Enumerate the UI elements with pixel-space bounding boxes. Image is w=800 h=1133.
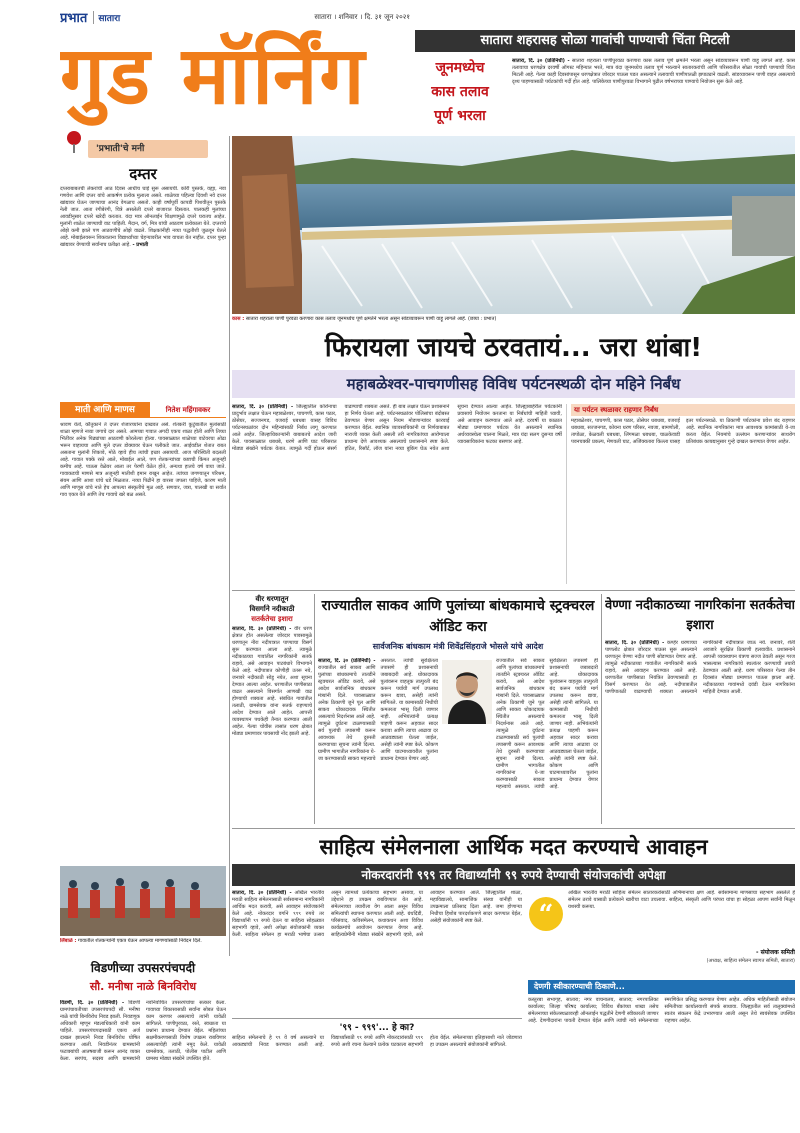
tourism-subhead: महाबळेश्वर-पाचगणीसह विविध पर्यटनस्थळी दोन महिने निर्बंध [232, 370, 795, 398]
quote-name: - संयोजक समिती [756, 949, 795, 956]
lightning-story [232, 594, 312, 824]
tourism-body [232, 404, 562, 584]
bridges-text: राज्यातील सर्व साकव आणि पुलांच्या बांधकामाचे तातडीने स्ट्रक्चरल ऑडिट करावे, असे आदेश सार्वजनिक बांधकाम मंत्र्यांनी दिले. पावसाळ्यात अनेक ठिकाणी जुने पूल आणि साकव धोकादायक स्थितीत असल्याचे निदर्शनास आले आहे. त्यामुळे दुर्घटना टाळण्यासाठी सर्व पुलांची तपासणी करून आवश्यक तेथे दुरुस्ती करण्याच्या सूचना त्यांनी दिल्या. ग्रामीण भागातील नागरिकांना ये-जा करण्यासाठी साकव महत्त्वाचे असतात. त्यांची सुरक्षितता तपासणे ही प्रशासनाची जबाबदारी आहे. धोकादायक पुलांवरून वाहतूक तात्पुरती बंद करून पर्यायी मार्ग उपलब्ध करून द्यावा, असेही त्यांनी सांगितले. या कामासाठी निधीची कमतरता भासू दिली जाणार नाही. अभियंत्यांनी प्रत्यक्ष पाहणी करून अहवाल सादर करावा आणि त्याचा आढावा दर आठवड्याला घेतला जाईल, असेही त्यांनी स्पष्ट केले. कोकण आणि घाटमाथ्यावरील पुलांना प्राधान्य देण्यात येणार आहे. [318, 658, 438, 762]
quote-role: (अध्यक्ष, साहित्य संमेलन स्वागत समिती, सातारा) [706, 958, 795, 964]
lightning-body [232, 626, 312, 822]
column-body: श्रावण येतो, कौतुकाने ते दप्तर शेजारच्यांना दाखवत असे. शेतकरी कुटुंबातील मुलांसाठी शाळा म्हणजे नव्या जगाचे दार असते. आमच्या गावात अगदी एकच शाळा होती आणि तिच्या भिंतींवर अनेक पिढ्यांच्या आठवणी कोरलेल्या होत्या. पावसाळ्यात शाळेच्या वाटेवरचा ओढा भरून वाहायचा आणि मुले दप्तर डोक्यावर घेऊन पलीकडे जात. आईवडील शेतात राबत असताना मुलांनी शिकावे, मोठे व्हावे हीच त्यांची इच्छा असायची. आज परिस्थिती बदलली आहे. गावात पक्के रस्ते आले, मोबाईल आले, पण शेतकऱ्यांच्या कष्टाची किंमत अजूनही कमीच आहे. पाऊस वेळेवर आला तर पेरणी वेळेत होते, अन्यथा हातचे वर्ष वाया जाते. गावाकडची माणसे मात्र अजूनही मातीशी इमान राखून आहेत. त्यांच्या जगण्यातून परिश्रम, संयम आणि आशा यांचे धडे मिळतात. नव्या पिढीने हा वारसा जपला पाहिजे, कारण माती आणि माणूस यांचे नाते हेच आपल्या संस्कृतीचे मूळ आहे. सणवार, जत्रा, पालखी या सर्वांत गाव एकत्र येते आणि तेच गावाचे खरे बळ असते. [60, 422, 226, 498]
column-caption-label: लिंबाळे : [60, 938, 77, 944]
divider-sahitya-top [232, 828, 795, 829]
quote-body: अखिल भारतीय मराठी साहित्य संमेलन सातारकरांसाठी अभिमानाचा क्षण आहे. सर्वसामान्य माणसाचा सहभाग असलेले हे संमेलन ठरावे यासाठी प्रत्येकाने खारीचा वाटा उचलावा. साहित्य, संस्कृती आणि परंपरा यांचा हा सोहळा आपण सर्वांनी मिळून यशस्वी करूया. [568, 890, 795, 910]
lightning-headline-2: विसर्गाने नदीकाठी [249, 605, 295, 613]
masthead-title: गुड मॉर्निंग [60, 29, 367, 122]
sahitya-dateline: सातारा, दि. ३० (प्रतिनिधी) - [232, 890, 292, 896]
kicker-line-1: जूनमध्येच [435, 60, 485, 76]
lightning-headline-1: वीर धरणातून [255, 595, 289, 603]
donation-title: देणगी स्वीकारण्याची ठिकाणे... [528, 980, 795, 994]
brand-strip [60, 10, 410, 24]
sidebar-body [60, 186, 226, 382]
lead-photo [232, 136, 795, 314]
dateline: सातारा । शनिवार । दि. ३१ जून २०२१ [314, 12, 410, 21]
sahitya-quote [528, 890, 795, 976]
sidebar-heading: दम्तर [129, 165, 157, 183]
lead-headline: सातारा शहरासह सोळा गावांची पाण्याची चिंता मिटली [415, 30, 795, 52]
sidebar-text: दप्तराबाबतची लेकरांची आठ दिवस आधीच घाई सुरू असायची. कोरी पुस्तके, वह्या, नवा गणवेश आणि दप्तर यांचे आकर्षण प्रत्येक मुलाला असते. शाळेच्या पहिल्या दिवशी नवे दप्तर खांद्यावर घेऊन जाण्याचा आनंद वेगळाच असतो. काही वर्षांपूर्वी कापडी पिशवीतून पुस्तके नेली जात. आता रंगीबेरंगी, चित्रे असलेली दप्तरे बाजारात दिसतात. पालकही मुलांच्या आवडीनुसार दप्तरे खरेदी करतात. यंदा मात्र ऑनलाईन शिक्षणामुळे दप्तरे घरातच आहेत. मुलांनी शाळेत जाण्याची वाट पाहिली. मैदान, वर्ग, मित्र यांची आठवण प्रत्येकाला येते. दप्तराचे ओझे कमी झाले पण आठवणींचे ओझे वाढले. शिक्षकांनीही नव्या पद्धतीशी जुळवून घेतले आहे. मोबाईलवरून शिकवताना विद्यार्थ्यांच्या चेहऱ्यावरील भाव वाचता येत नाहीत. दप्तर पुन्हा खांद्यावर येण्याची सर्वांनाच प्रतीक्षा आहे. [60, 186, 226, 248]
tourism-text: जिल्ह्यातील कोरोनाचा प्रादुर्भाव लक्षात घेऊन महाबळेश्वर, पाचगणी, कास पठार, ठोसेघर, सज्जनगड, वजराई धबधबा यासह विविध पर्यटनस्थळांवर दोन महिन्यांसाठी निर्बंध लागू करण्यात आले आहेत. जिल्हाधिकाऱ्यांनी याबाबतचे आदेश जारी केले. पावसाळ्यात धबधबे, धरणे आणि घाट परिसरात मोठ्या संख्येने पर्यटक येतात. त्यामुळे गर्दी होऊन संसर्ग वाढण्याची शक्यता असते. ही बाब लक्षात घेऊन प्रशासनाने हा निर्णय घेतला आहे. पर्यटनस्थळांवर पोलिसांचा बंदोबस्त ठेवण्यात येणार असून नियम मोडणाऱ्यांवर कारवाई करण्यात येईल. स्थानिक व्यावसायिकांनी या निर्णयाबाबत नाराजी व्यक्त केली असली तरी नागरिकांच्या आरोग्याला प्राधान्य देणे आवश्यक असल्याचे प्रशासनाने स्पष्ट केले. हॉटेल, रिसॉर्ट, लॉज यांना नव्या बुकिंग घेऊ नयेत अशा सूचना देण्यात आल्या आहेत. जिल्ह्याबाहेरील पर्यटकांनी प्रवासाचे नियोजन करताना या निर्बंधांची माहिती घ्यावी, असे आवाहन करण्यात आले आहे. दरवर्षी या काळात मोठ्या प्रमाणावर पर्यटक येत असल्याने स्थानिक अर्थव्यवस्थेला चालना मिळते, मात्र यंदा सलग दुसऱ्या वर्षी व्यावसायिकांना फटका बसणार आहे. [232, 404, 562, 452]
column-photo-caption [60, 938, 226, 954]
bridges-body-right: राज्यातील सर्व साकव आणि पुलांच्या बांधकामाचे तातडीने स्ट्रक्चरल ऑडिट करावे, असे आदेश सार्वजनिक बांधकाम मंत्र्यांनी दिले. पावसाळ्यात अनेक ठिकाणी जुने पूल आणि साकव धोकादायक स्थितीत असल्याचे निदर्शनास आले आहे. त्यामुळे दुर्घटना टाळण्यासाठी सर्व पुलांची तपासणी करून आवश्यक तेथे दुरुस्ती करण्याच्या सूचना त्यांनी दिल्या. ग्रामीण भागातील नागरिकांना ये-जा करण्यासाठी साकव महत्त्वाचे असतात. त्यांची सुरक्षितता तपासणे ही प्रशासनाची जबाबदारी आहे. धोकादायक पुलांवरून वाहतूक तात्पुरती बंद करून पर्यायी मार्ग उपलब्ध करून द्यावा, असेही त्यांनी सांगितले. या कामासाठी निधीची कमतरता भासू दिली जाणार नाही. अभियंत्यांनी प्रत्यक्ष पाहणी करून अहवाल सादर करावा आणि त्याचा आढावा दर आठवड्याला घेतला जाईल, असेही त्यांनी स्पष्ट केले. कोकण आणि घाटमाथ्यावरील पुलांना प्राधान्य देण्यात येणार आहे. [496, 658, 598, 790]
sidebar-section-label: 'प्रभाती'चे मनी [88, 140, 208, 158]
svg-text:“: “ [538, 900, 554, 930]
election-headline: विडणीच्या उपसरपंचपदी [90, 961, 196, 975]
election-body [60, 1000, 226, 1128]
edition-label: सातारा [93, 11, 120, 24]
column-caption-text: गावातील शेतकऱ्यांनी एकत्र येऊन आपल्या मागण्यांसाठी निवेदन दिले. [77, 938, 202, 944]
bridges-dateline: सातारा, दि. ३० (प्रतिनिधी) - [318, 658, 376, 664]
lead-text: सातारा शहराला पाणीपुरवठा करणारा कास तलाव पूर्ण क्षमतेने भरला असून सांडव्यावरून पाणी वाहू लागले आहे. कास तलावाचा धरणक्षेत्र दरवर्षी ऑगस्ट महिन्यात भरते, मात्र यंदा जूनमध्येच तलाव पूर्ण भरल्याने सातारकरांची आणि परिसरातील सोळा गावांची पाण्याची चिंता मिटली आहे. गेल्या काही दिवसांपासून धरणक्षेत्रात जोरदार पाऊस पडत असल्याने तलावाची पाणीपातळी झपाट्याने वाढली. सांडव्यावरून पाणी वाहत असल्याचे दृश्य पाहण्यासाठी पर्यटकांची गर्दी होत आहे. पालिकेच्या पाणीपुरवठा विभागाने पुढील वर्षभराच्या पाण्याचे नियोजन सुरू केले आहे. [512, 58, 795, 85]
sidebar-byline: - प्रभाती [132, 242, 149, 248]
tourism-headline: फिरायला जायचे ठरवतायं... जरा थांबा! [324, 333, 703, 363]
caption-label: कास : [232, 316, 245, 322]
venna-body [605, 640, 795, 824]
bridges-body-left [318, 658, 438, 824]
lead-dateline: सातारा, दि. ३० (प्रतिनिधी) - [512, 58, 570, 64]
venna-text: कण्हेर धरणाच्या पाणलोट क्षेत्रात जोरदार पाऊस सुरू असल्याने धरणातून वेण्णा नदीत पाणी सोडण्यात येणार आहे. त्यामुळे नदीकाठच्या गावांतील नागरिकांनी सतर्क राहावे, असे आवाहन करण्यात आले आहे. धरणातील पाणीसाठा नियंत्रित ठेवण्यासाठी हा विसर्ग करण्यात येत आहे. नदीपात्रातील पाणीपातळी वाढण्याची शक्यता असल्याने नागरिकांनी नदीपात्रात जाऊ नये. जनावरे, शेती अवजारे सुरक्षित ठिकाणी हलवावीत. प्रशासनाने आपत्ती व्यवस्थापन यंत्रणा सज्ज ठेवली असून गरज भासल्यास नागरिकांचे स्थलांतर करण्याची तयारी ठेवण्यात आली आहे. धरण परिसरात गेल्या तीन दिवसांत मोठ्या प्रमाणात पाऊस झाला आहे. नदीकाठच्या गावांमध्ये दवंडी देऊन नागरिकांना माहिती देण्यात आली. [605, 640, 795, 695]
minister-photo [442, 660, 492, 724]
kicker-line-2: कास तलाव [431, 84, 489, 100]
sahitya-body [232, 890, 522, 1014]
kicker-line-3: पूर्ण भरला [434, 108, 486, 124]
bridges-subhead: सार्वजनिक बांधकाम मंत्री शिवेंद्रसिंहराजे भोसले यांचे आदेश [372, 642, 544, 651]
bridges-headline: राज्यातील साकव आणि पुलांच्या बांधकामाचे स्ट्रक्चरल ऑडिट करा [321, 598, 595, 635]
donation-box [528, 980, 795, 1128]
sahitya-subhead: नोकरदारांनी ९९९ तर विद्यार्थ्यांनी ९९ रुपये देण्याची संयोजकांची अपेक्षा [232, 864, 795, 886]
lead-photo-caption [232, 316, 795, 325]
tourism-box-body: महाबळेश्वर, पाचगणी, कास पठार, ठोसेघर धबधबा, वजराई धबधबा, सज्जनगड, कोयना धरण परिसर, नवजा, बामणोली, तापोळा, केळवली धबधबा, लिंगमळा धबधबा, चाळकेवाडी पवनचक्की प्रकल्प, मेणवली घाट, अजिंक्यतारा किल्ला यासह इतर पर्यटनस्थळे. या ठिकाणी पर्यटकांना प्रवेश बंद राहणार आहे. स्थानिक नागरिकांना मात्र आवश्यक कामांसाठी ये-जा करता येईल. नियमांचे उल्लंघन करणाऱ्यांवर साथरोग प्रतिबंधक कायद्यानुसार गुन्हे दाखल करण्यात येणार आहेत. [571, 418, 795, 445]
sahitya-box-body: साहित्य संमेलनाचे हे ९९ वे वर्ष असल्याने या आकड्यांची निवड करण्यात आली आहे. विद्यार्थ्यांसाठी ९९ रुपये आणि नोकरदारांसाठी ९९९ रुपये अशी रचना केल्याने प्रत्येक घटकाला सहभागी होता येईल. संमेलनाच्या इतिहासाशी नाते जोडणारा हा उपक्रम असल्याचे संयोजकांनी सांगितले. [232, 1035, 522, 1048]
divider-lightning [314, 594, 315, 824]
column-section-label: माती आणि माणस [60, 402, 150, 418]
column-photo [60, 866, 226, 936]
sahitya-box-title: '९९ - ९९९'... हे का? [339, 1023, 415, 1033]
sahitya-headline: साहित्य संमेलनाला आर्थिक मदत करण्याचे आवाहन [319, 835, 708, 859]
lightning-text: वीर धरण क्षेत्रात होत असलेल्या जोरदार पावसामुळे धरणातून नीरा नदीपात्रात पाण्याचा विसर्ग सुरू करण्यात आला आहे. त्यामुळे नदीकाठच्या गावांतील नागरिकांनी सतर्क राहावे, असे आवाहन पाटबंधारे विभागाने केले आहे. नदीपात्रात कोणीही उतरू नये, जनावरे नदीकाठी सोडू नयेत, अशा सूचना देण्यात आल्या आहेत. धरणातील पाणीसाठा वाढत असल्याने विसर्गात आणखी वाढ होण्याची शक्यता आहे. संबंधित गावांतील तलाठी, ग्रामसेवक यांना सतर्क राहण्याचे आदेश देण्यात आले आहेत. आपत्ती व्यवस्थापन पथकेही तैनात करण्यात आली आहेत. गेल्या चोवीस तासांत धरण क्षेत्रात मोठ्या प्रमाणावर पावसाची नोंद झाली आहे. [232, 626, 312, 737]
divider-tourism [232, 590, 795, 591]
sahitya-box [232, 1018, 522, 1128]
caption-text: सातारा शहराला पाणी पुरवठा करणारा कास तलाव जूनमध्येच पूर्ण क्षमतेने भरला असून सांडव्यावरून पाणी वाहू लागले आहे. (छाया : प्रभात) [245, 316, 497, 322]
venna-headline: वेण्णा नदीकाठच्या नागरिकांना सतर्कतेचा इशारा [605, 598, 795, 633]
lightning-headline-3: सतर्कतेचा इशारा [251, 615, 293, 623]
election-text: विडणी ग्रामपंचायतीच्या उपसरपंचपदी सौ. मनीषा नाळे यांची बिनविरोध निवड झाली. निवडणूक अधिकारी म्हणून मंडलाधिकारी यांनी काम पाहिले. उपसरपंचपदासाठी एकच अर्ज दाखल झाल्याने निवड बिनविरोध घोषित करण्यात आली. निवडीनंतर ग्रामस्थांनी फटाक्यांची आतषबाजी करून आनंद व्यक्त केला. सरपंच, सदस्य आणि ग्रामस्थांनी नवनिर्वाचित उपसरपंचांचा सत्कार केला. गावाच्या विकासासाठी सर्वांना सोबत घेऊन काम करणार असल्याचे त्यांनी यावेळी सांगितले. पाणीपुरवठा, रस्ते, स्वच्छता या प्रश्नांना प्राधान्य देण्यात येईल. महिलांच्या सक्षमीकरणासाठी विशेष उपक्रम राबविणार असल्याचेही त्यांनी नमूद केले. यावेळी ग्रामसेवक, तलाठी, पोलीस पाटील आणि ग्रामस्थ मोठ्या संख्येने उपस्थित होते. [60, 1000, 226, 1062]
quote-icon [528, 896, 564, 932]
tourism-box [566, 404, 795, 584]
sahitya-text: अखिल भारतीय मराठी साहित्य संमेलनासाठी सर्वसामान्य नागरिकांनी आर्थिक मदत करावी, असे आवाहन संयोजकांनी केले आहे. नोकरदार वर्गाने ९९९ रुपये तर विद्यार्थ्यांनी ९९ रुपये देऊन या साहित्य सोहळ्यात सहभागी व्हावे, अशी अपेक्षा संयोजकांनी व्यक्त केली. साहित्य संमेलन हा मराठी भाषेचा उत्सव असून त्यामध्ये प्रत्येकाचा सहभाग असावा, या उद्देशाने हा उपक्रम राबविण्यात येत आहे. संमेलनाच्या तयारीला वेग आला असून विविध समित्यांची स्थापना करण्यात आली आहे. ग्रंथदिंडी, परिसंवाद, कविसंमेलन, कथाकथन अशा विविध कार्यक्रमांचे आयोजन करण्यात येणार आहे. साहित्यप्रेमींनी मोठ्या संख्येने सहभागी व्हावे, असे आवाहन करण्यात आले. जिल्ह्यातील शाळा, महाविद्यालये, सामाजिक संस्था यांनीही या उपक्रमाला प्रतिसाद दिला आहे. जमा होणाऱ्या निधीचा हिशोब पारदर्शकपणे सादर करण्यात येईल, असेही संयोजकांनी स्पष्ट केले. [232, 890, 522, 938]
venna-dateline: सातारा, दि. ३० (प्रतिनिधी) - [605, 640, 665, 646]
lightning-dateline: सातारा, दि. ३० (प्रतिनिधी) - [232, 626, 292, 632]
minister-portrait [442, 660, 492, 724]
divider-bridges [601, 594, 602, 824]
column-author: नितेश महिंगावकर [150, 402, 226, 418]
lead-body [512, 58, 795, 130]
lead-kicker [415, 56, 505, 130]
masthead [60, 10, 410, 130]
pin-icon [64, 130, 84, 154]
donation-body: कस्तुरबा सभागृह, सातारा; नगर वाचनालय, सातारा; नगरपालिका कार्यालय; जिल्हा परिषद कार्यालय; विविध बँकांच्या शाखा तसेच संमेलनाच्या संकेतस्थळावरही ऑनलाईन पद्धतीने देणगी स्वीकारली जाणार आहे. देणगीदारांना पावती देण्यात येईल आणि त्यांची नावे संमेलनाच्या स्मरणिकेत प्रसिद्ध करण्यात येणार आहेत. अधिक माहितीसाठी संयोजन समितीच्या कार्यालयाशी संपर्क साधावा. जिल्ह्यातील सर्व तालुक्यांमध्ये स्वतंत्र संकलन केंद्रे उभारण्यात आली असून तेथे स्वयंसेवक उपस्थित राहणार आहेत. [528, 997, 795, 1024]
villagers-photo [60, 866, 226, 936]
dam-spillway-photo [232, 136, 795, 314]
sidebar-divider [229, 136, 230, 956]
election-name: सौ. मनीषा नाळे बिनविरोध [89, 980, 197, 993]
election-dateline: विडणी, दि. ३० (प्रतिनिधी) - [60, 1000, 125, 1006]
tourism-box-title: या पर्यटन स्थळावर राहणार निर्बंध [571, 404, 795, 416]
brand-logo: प्रभात [60, 11, 88, 26]
tourism-dateline: सातारा, दि. ३० (प्रतिनिधी) - [232, 404, 294, 410]
